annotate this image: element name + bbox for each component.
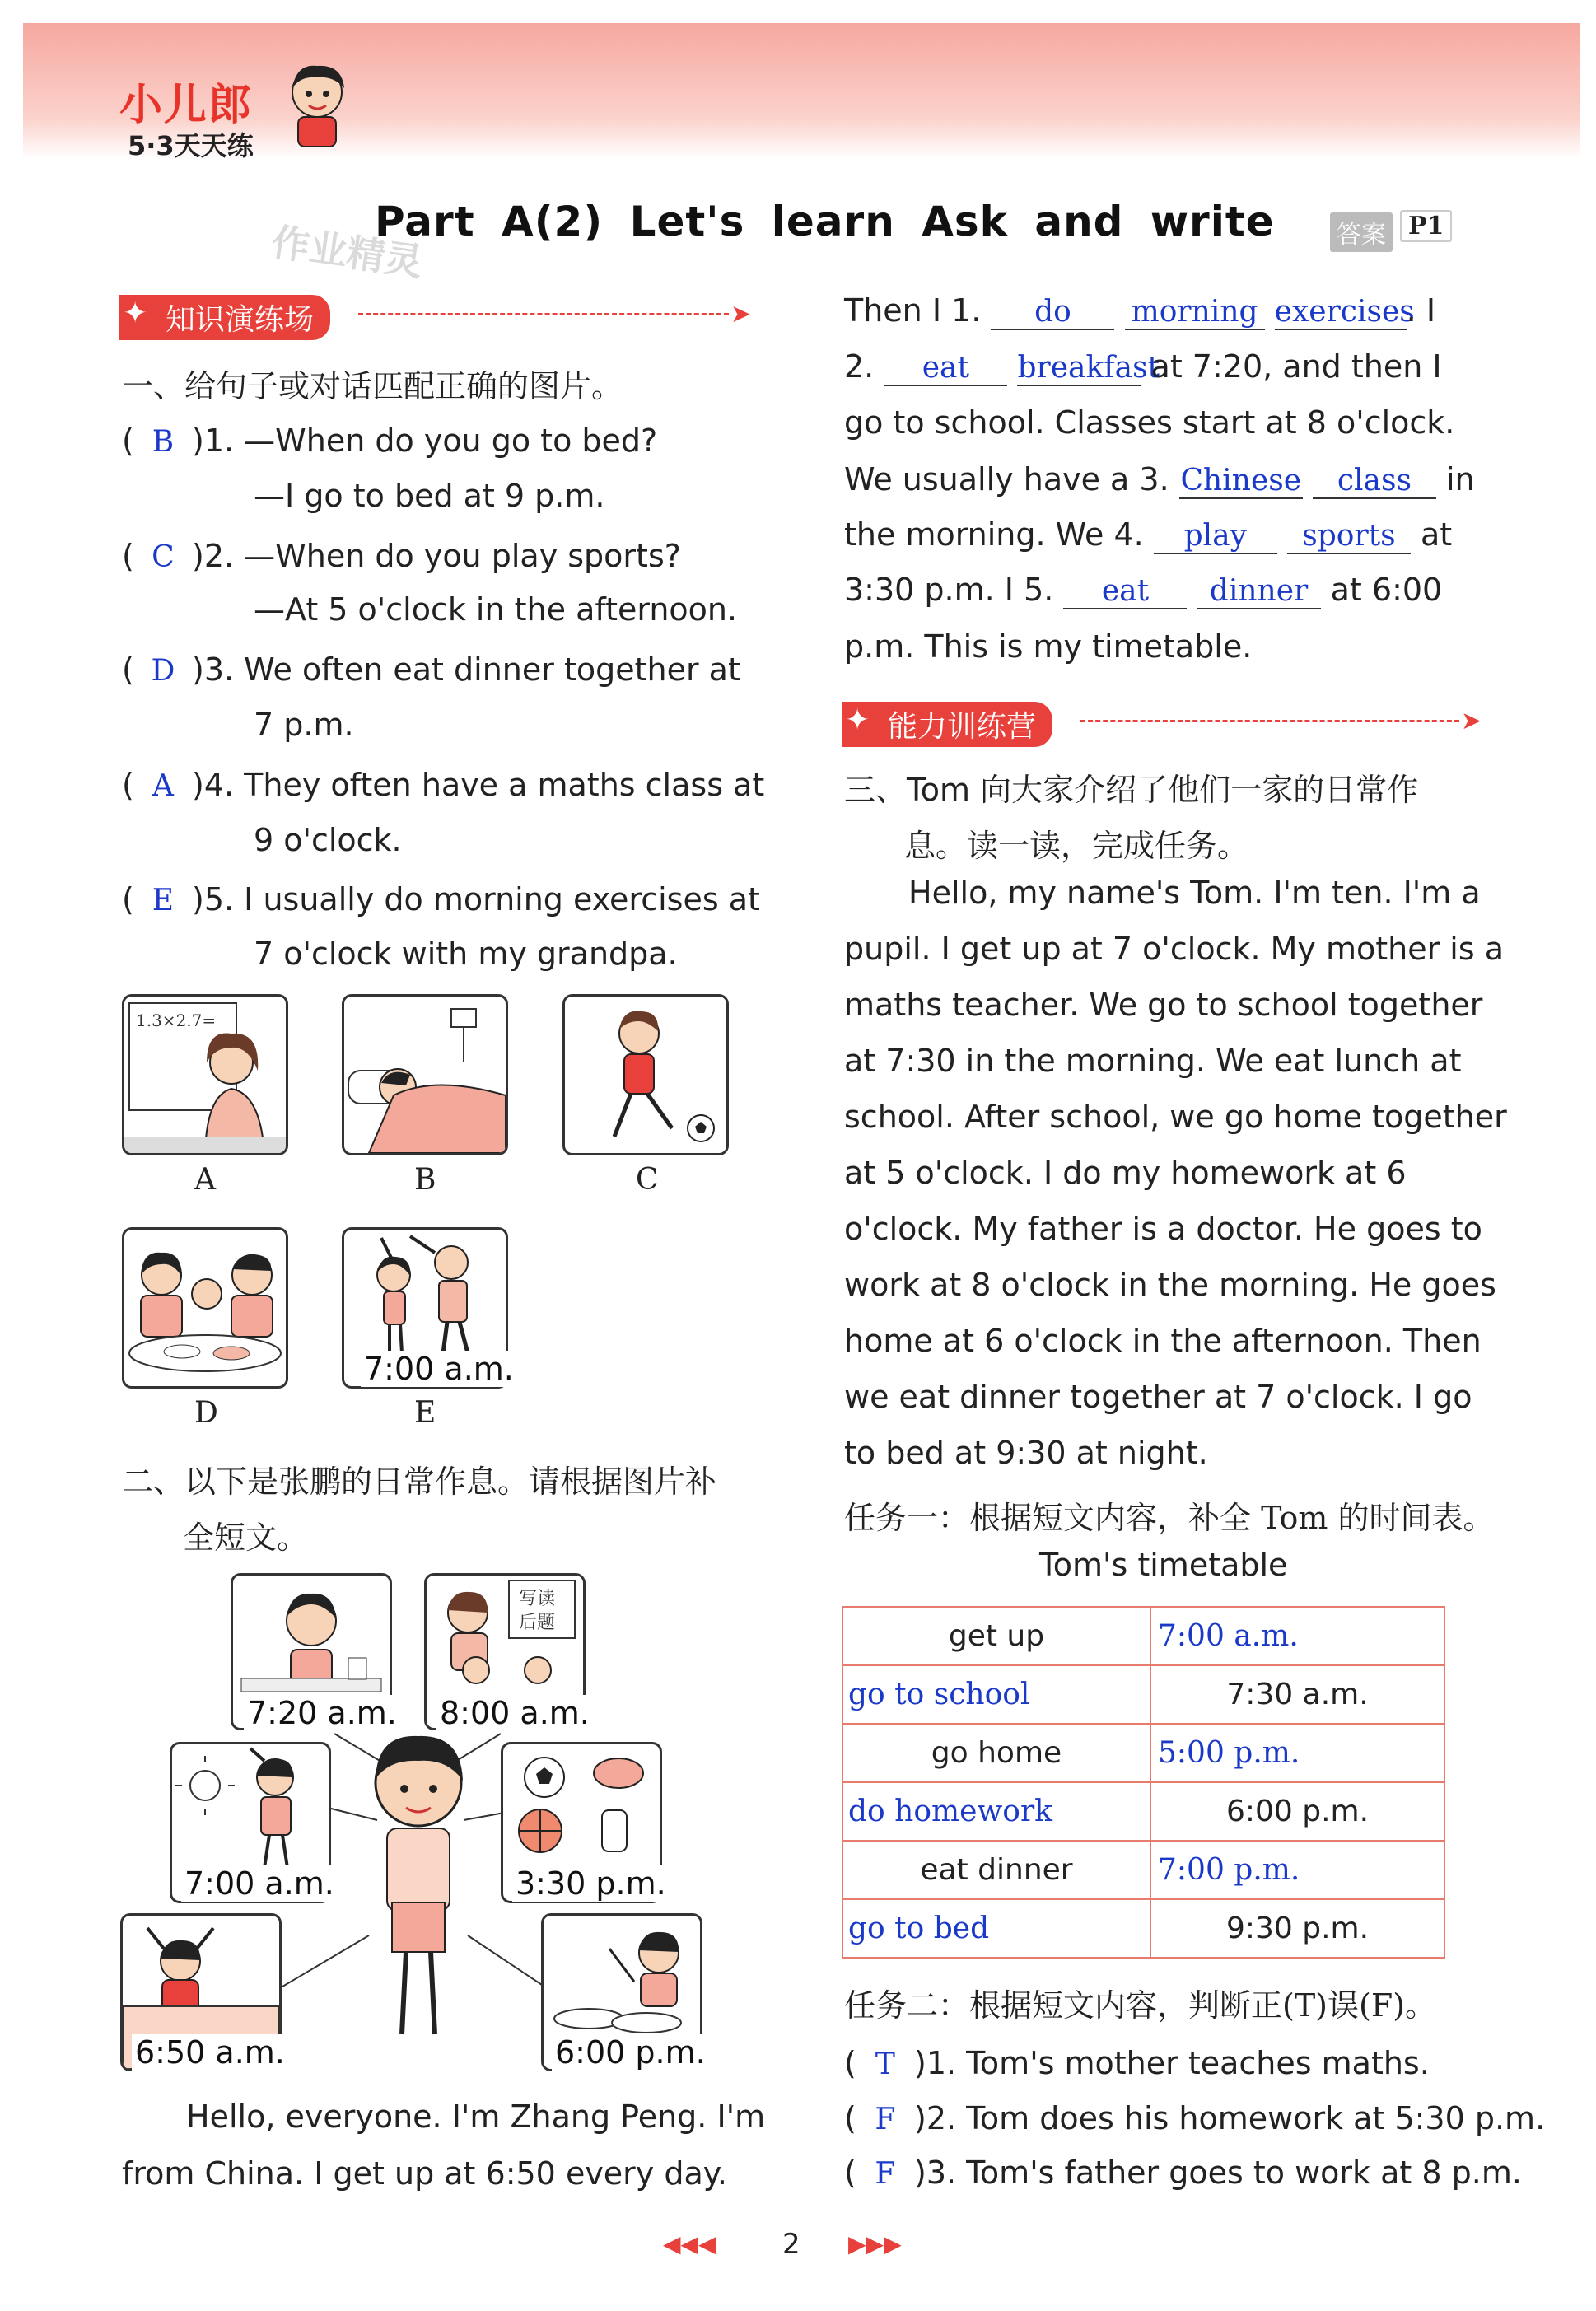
timetable-row bbox=[842, 1665, 1444, 1724]
passage-line: maths teacher. We go to school together bbox=[844, 987, 1483, 1023]
question-3-title: 三、Tom 向大家介绍了他们一家的日常作 bbox=[844, 772, 1419, 808]
timetable-activity: get up bbox=[842, 1607, 1150, 1665]
arrow-right-icon: ➤ bbox=[1461, 707, 1482, 735]
picture-label-e: E bbox=[414, 1396, 436, 1430]
passage-line: work at 8 o'clock in the morning. He goes bbox=[844, 1267, 1496, 1303]
q1-item-3-line2: 7 p.m. bbox=[254, 707, 354, 743]
q2-fill-line-7: p.m. This is my timetable. bbox=[844, 628, 1253, 665]
section-banner-label: 能力训练营 bbox=[842, 702, 1052, 747]
picture-label-b: B bbox=[414, 1163, 436, 1197]
question-1-title: 一、给句子或对话匹配正确的图片。 bbox=[122, 368, 623, 404]
q1-item-1: ( B )1. —When do you go to bed? bbox=[122, 423, 658, 459]
section-banner-label: 知识演练场 bbox=[119, 295, 330, 340]
q2-fill-line-2: 2. eat breakfast at 7:20, and then I bbox=[844, 348, 1442, 385]
dashed-divider bbox=[358, 313, 729, 315]
q3-passage bbox=[844, 865, 1507, 1481]
picture-c-football bbox=[562, 994, 729, 1156]
answer-page: P1 bbox=[1400, 210, 1452, 242]
routine-time-1: 7:20 a.m. bbox=[244, 1695, 400, 1731]
q2-paragraph-line1: Hello, everyone. I'm Zhang Peng. I'm bbox=[186, 2099, 766, 2135]
board-text: 1.3×2.7= bbox=[136, 1011, 217, 1030]
star-icon: ✦ bbox=[123, 296, 148, 330]
passage-line: we eat dinner together at 7 o'clock. I go bbox=[844, 1379, 1472, 1415]
timetable-time: 9:30 p.m. bbox=[1150, 1899, 1444, 1958]
fill-blank-1b: morning bbox=[1125, 296, 1265, 330]
fill-blank-3a: Chinese bbox=[1180, 464, 1302, 497]
timetable-time: 5:00 p.m. bbox=[1150, 1724, 1444, 1782]
arrow-right-icon: ➤ bbox=[730, 300, 752, 329]
page-title: Part A(2) Let's learn Ask and write bbox=[375, 198, 1275, 245]
picture-label-a: A bbox=[194, 1163, 216, 1197]
q1-answer-2: C bbox=[152, 540, 175, 574]
timetable bbox=[842, 1606, 1445, 1959]
section-banner-ability bbox=[842, 702, 1482, 744]
passage-line: at 5 o'clock. I do my homework at 6 bbox=[844, 1155, 1407, 1191]
tf-answer-3: F bbox=[875, 2157, 896, 2191]
timetable-row bbox=[842, 1724, 1444, 1782]
passage-line: school. After school, we go home together bbox=[844, 1099, 1507, 1135]
routine-time-2: 8:00 a.m. bbox=[436, 1695, 593, 1731]
timetable-activity: go to bed bbox=[842, 1899, 1150, 1958]
prev-page-arrows-icon: ◀◀◀ bbox=[663, 2230, 716, 2257]
star-icon: ✦ bbox=[845, 703, 870, 737]
timetable-time: 6:00 p.m. bbox=[1150, 1782, 1444, 1841]
q1-answer-5: E bbox=[152, 884, 175, 917]
task-1-instruction: 任务一：根据短文内容，补全 Tom 的时间表。 bbox=[844, 1500, 1495, 1536]
q1-answer-1: B bbox=[152, 425, 175, 459]
question-3-title-line2: 息。读一读，完成任务。 bbox=[904, 828, 1249, 864]
tf-item-3: ( F )3. Tom's father goes to work at 8 p.m. bbox=[844, 2155, 1522, 2191]
passage-line: home at 6 o'clock in the afternoon. Then bbox=[844, 1323, 1482, 1359]
fill-blank-4a: play bbox=[1154, 520, 1277, 554]
timetable-activity: do homework bbox=[842, 1782, 1150, 1841]
routine-time-4: 3:30 p.m. bbox=[512, 1865, 670, 1902]
routine-time-5: 6:50 a.m. bbox=[132, 2034, 288, 2071]
timetable-time: 7:30 a.m. bbox=[1150, 1665, 1444, 1724]
brand-subtitle: 5·3天天练 bbox=[128, 130, 254, 161]
q2-fill-line-4: We usually have a 3. Chinese class in bbox=[844, 461, 1475, 497]
picture-d-family-dinner bbox=[122, 1227, 288, 1389]
q2-paragraph-line2: from China. I get up at 6:50 every day. bbox=[122, 2155, 727, 2192]
q2-fill-line-5: the morning. We 4. play sports at bbox=[844, 516, 1453, 553]
passage-line: o'clock. My father is a doctor. He goes to bbox=[844, 1211, 1482, 1247]
picture-label-c: C bbox=[636, 1163, 659, 1197]
timetable-activity: go home bbox=[842, 1724, 1150, 1782]
watermark: 作业精灵 bbox=[268, 219, 426, 285]
timetable-row bbox=[842, 1841, 1444, 1899]
brand-logo: 小儿郎 bbox=[119, 81, 254, 130]
q1-answer-4: A bbox=[152, 769, 174, 803]
fill-blank-1a: do bbox=[991, 296, 1114, 330]
timetable-time: 7:00 a.m. bbox=[1150, 1607, 1444, 1665]
timetable-title: Tom's timetable bbox=[1039, 1547, 1288, 1583]
fill-blank-2b: breakfast bbox=[1017, 351, 1160, 385]
timetable-time: 7:00 p.m. bbox=[1150, 1841, 1444, 1899]
q1-item-1-line2: —I go to bed at 9 p.m. bbox=[254, 478, 605, 514]
sign-text-1: 写读 bbox=[519, 1589, 556, 1609]
picture-e-time: 7:00 a.m. bbox=[361, 1351, 517, 1387]
fill-blank-1c: exercises bbox=[1274, 295, 1415, 329]
q1-item-2: ( C )2. —When do you play sports? bbox=[122, 538, 681, 574]
header-band bbox=[23, 23, 1580, 159]
timetable-activity: go to school bbox=[842, 1665, 1150, 1724]
fill-blank-5b: dinner bbox=[1197, 575, 1321, 609]
fill-blank-5a: eat bbox=[1063, 575, 1187, 609]
timetable-activity: eat dinner bbox=[842, 1841, 1150, 1899]
q1-item-3: ( D )3. We often eat dinner together at bbox=[122, 651, 740, 688]
picture-label-d: D bbox=[194, 1396, 218, 1430]
routine-time-6: 6:00 p.m. bbox=[552, 2034, 709, 2071]
q2-fill-line-6: 3:30 p.m. I 5. eat dinner at 6:00 bbox=[844, 572, 1443, 608]
passage-line: Hello, my name's Tom. I'm ten. I'm a bbox=[908, 875, 1481, 911]
timetable-row bbox=[842, 1782, 1444, 1841]
picture-a-teacher bbox=[122, 994, 288, 1156]
q1-item-2-line2: —At 5 o'clock in the afternoon. bbox=[254, 591, 738, 628]
timetable-row bbox=[842, 1899, 1444, 1958]
passage-line: to bed at 9:30 at night. bbox=[844, 1435, 1208, 1471]
next-page-arrows-icon: ▶▶▶ bbox=[848, 2230, 902, 2257]
mascot-icon bbox=[280, 59, 354, 150]
tf-item-2: ( F )2. Tom does his homework at 5:30 p.m. bbox=[844, 2100, 1546, 2136]
tf-answer-1: T bbox=[875, 2047, 895, 2081]
fill-blank-2a: eat bbox=[884, 352, 1007, 386]
page-number: 2 bbox=[782, 2228, 800, 2261]
passage-line: at 7:30 in the morning. We eat lunch at bbox=[844, 1043, 1462, 1079]
tf-answer-2: F bbox=[875, 2103, 896, 2136]
q1-item-5: ( E )5. I usually do morning exercises at bbox=[122, 881, 760, 917]
question-2-title-line2: 全短文。 bbox=[183, 1520, 309, 1556]
passage-line: pupil. I get up at 7 o'clock. My mother is a bbox=[844, 931, 1505, 967]
q2-fill-line-1: Then I 1. do morning exercises. I bbox=[844, 292, 1436, 329]
fill-blank-4b: sports bbox=[1287, 520, 1411, 554]
q1-answer-3: D bbox=[151, 654, 175, 688]
sign-text-2: 后题 bbox=[519, 1613, 556, 1633]
section-banner-practice bbox=[119, 295, 754, 337]
timetable-row bbox=[842, 1607, 1444, 1665]
task-2-instruction: 任务二：根据短文内容，判断正(T)误(F)。 bbox=[844, 1987, 1437, 2024]
picture-b-sleeping bbox=[342, 994, 508, 1156]
q2-fill-line-3: go to school. Classes start at 8 o'clock. bbox=[844, 404, 1455, 441]
answer-tag: 答案 bbox=[1330, 212, 1393, 252]
q1-item-4-line2: 9 o'clock. bbox=[254, 822, 402, 858]
q1-item-5-line2: 7 o'clock with my grandpa. bbox=[254, 936, 678, 972]
dashed-divider bbox=[1080, 720, 1459, 722]
q1-item-4: ( A )4. They often have a maths class at bbox=[122, 767, 765, 803]
fill-blank-3b: class bbox=[1313, 465, 1436, 499]
question-2-title: 二、以下是张鹏的日常作息。请根据图片补 bbox=[122, 1464, 717, 1500]
routine-time-3: 7:00 a.m. bbox=[181, 1865, 338, 1902]
tf-item-1: ( T )1. Tom's mother teaches maths. bbox=[844, 2045, 1430, 2081]
